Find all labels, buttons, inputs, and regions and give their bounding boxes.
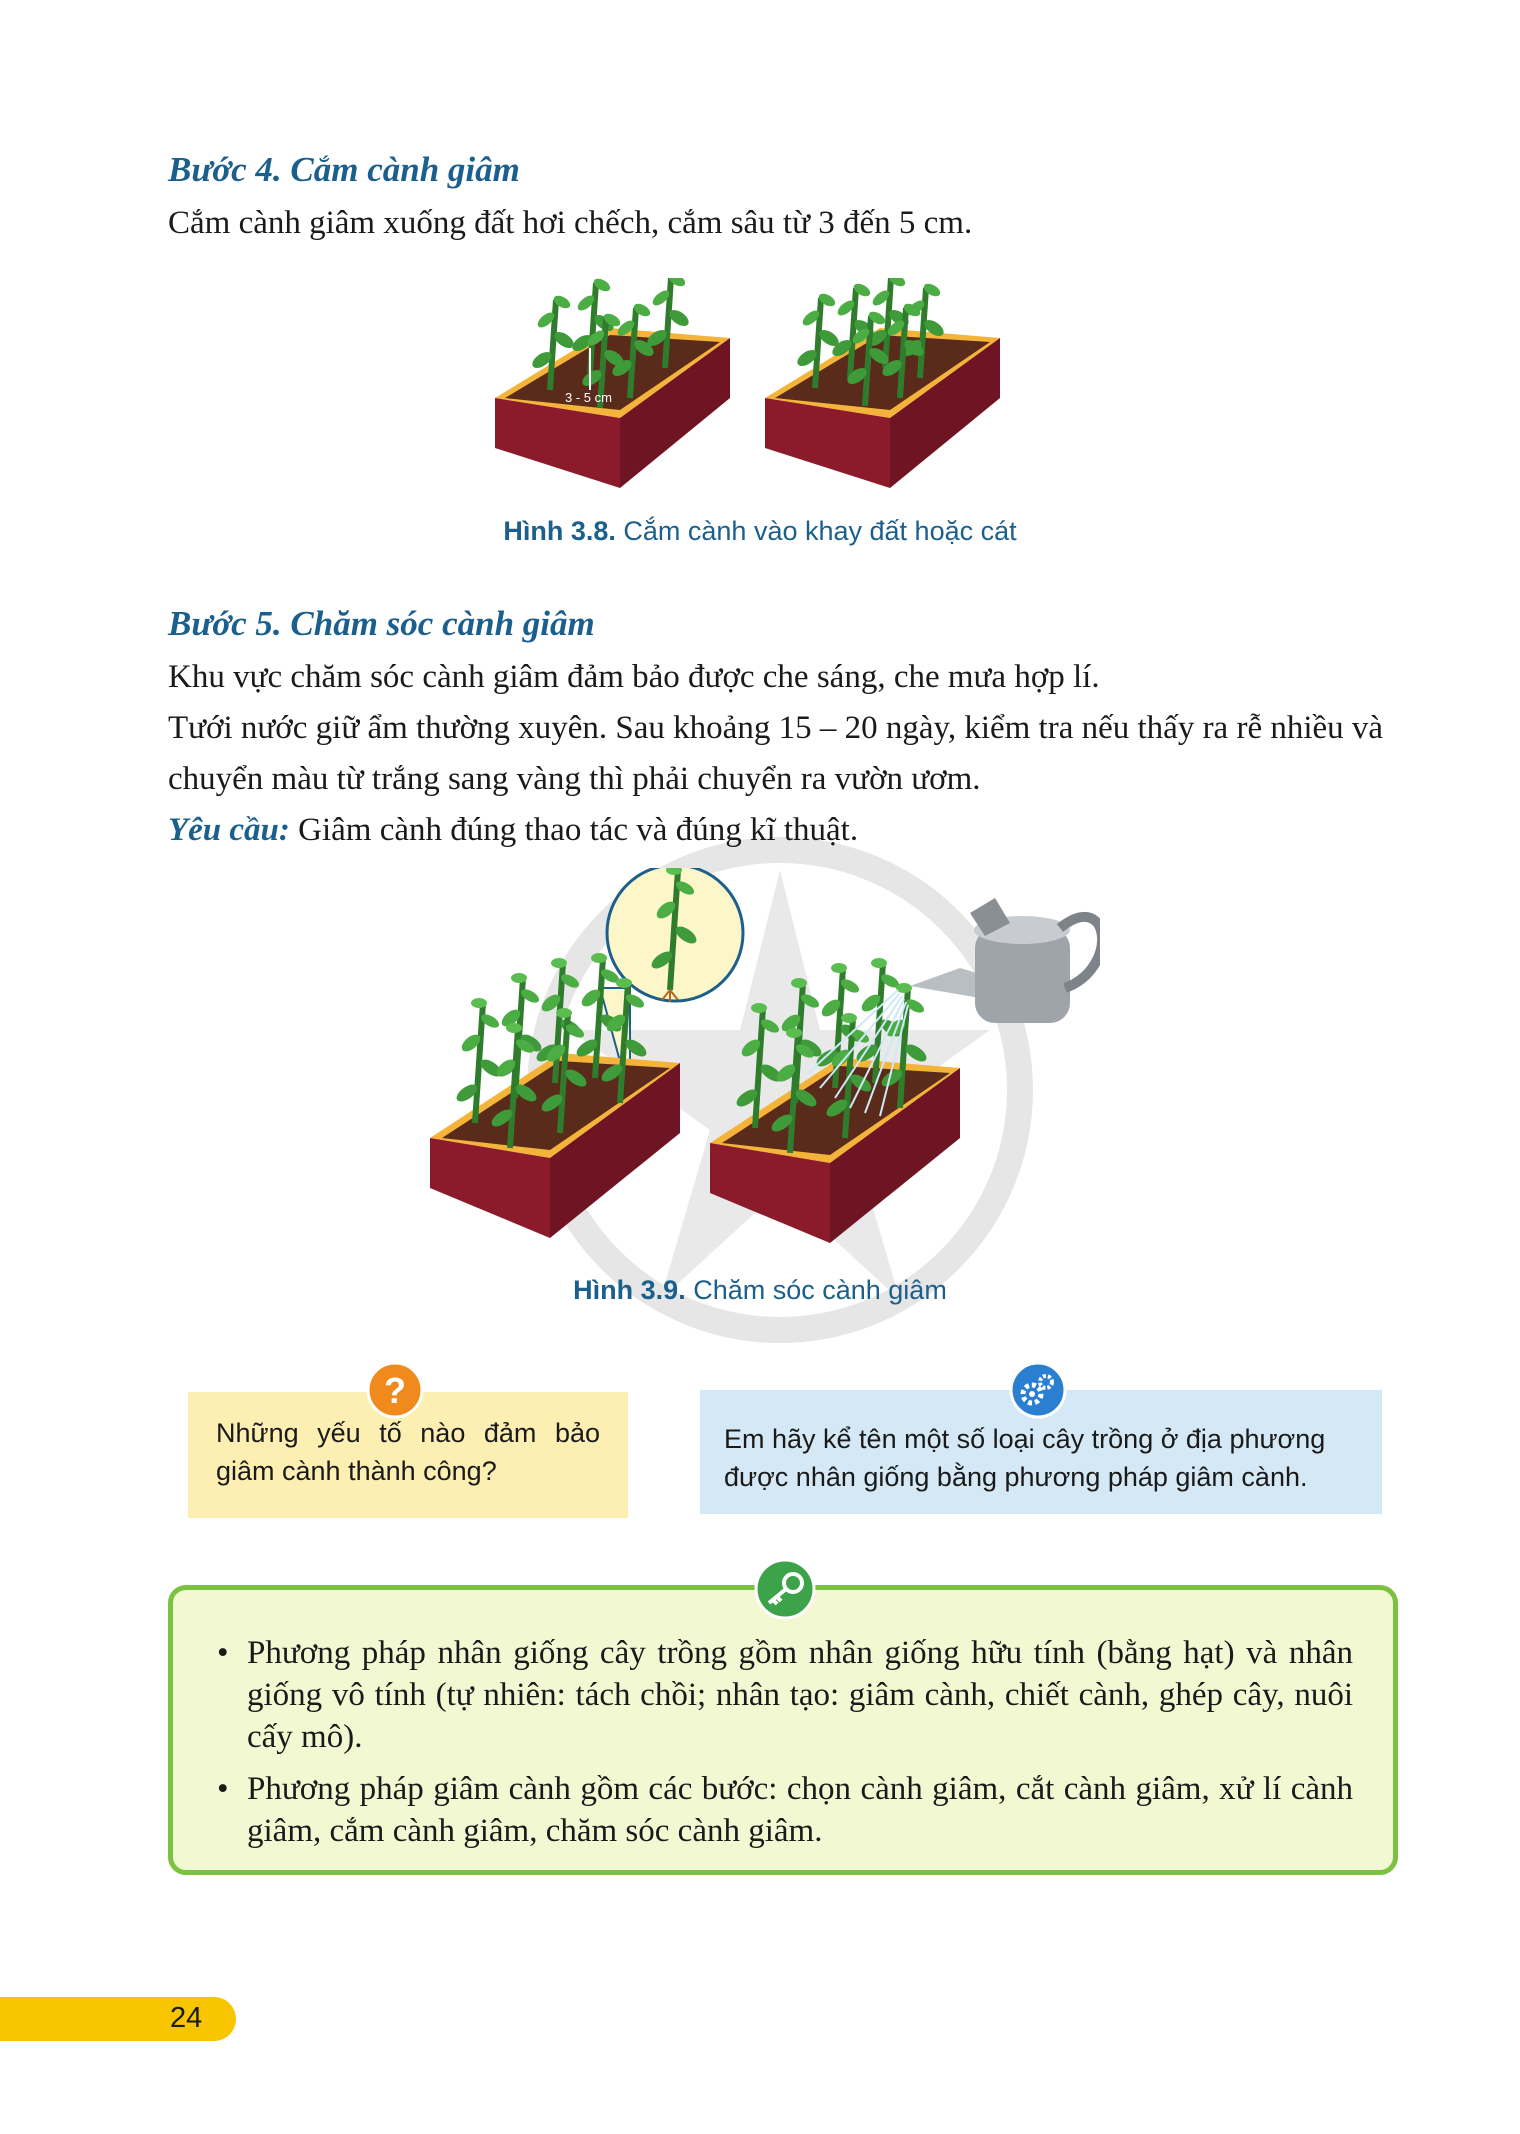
question-text: Những yếu tố nào đảm bảo giâm cành thành công?	[216, 1418, 600, 1486]
depth-label: 3 - 5 cm	[565, 390, 612, 405]
summary-list	[173, 1590, 1393, 1852]
summary-box	[168, 1585, 1398, 1875]
step4-heading: Bước 4. Cắm cành giâm	[168, 150, 520, 189]
step5-text: Khu vực chăm sóc cành giâm đảm bảo được che sáng, che mưa hợp lí. Tưới nước giữ ẩm thường xuyên. Sau khoảng 15 – 20 ngày, kiểm tra nếu thấy ra rễ nhiều và chuyển màu từ trắng sang vàng thì phải chuyển ra vườn ươm. Yêu cầu: Giâm cành đúng thao tác và đúng kĩ thuật.	[168, 659, 1384, 848]
summary-item: • Phương pháp giâm cành gồm các bước: chọn cành giâm, cắt cành giâm, xử lí cành giâm, cắm cành giâm, chăm sóc cành giâm.	[247, 1768, 1353, 1852]
tray-care-left	[430, 953, 680, 1238]
watering-can-icon	[910, 898, 1100, 1023]
figure-3-9-caption: Hình 3.9. Chăm sóc cành giâm	[573, 1275, 947, 1305]
key-icon	[753, 1557, 817, 1621]
figure-3-8	[480, 278, 1020, 498]
question-icon	[365, 1360, 425, 1420]
svg-text:?: ?	[384, 1370, 406, 1411]
page-number: 24	[170, 2002, 203, 2034]
tray-left	[495, 278, 730, 488]
step5-heading: Bước 5. Chăm sóc cành giâm	[168, 604, 595, 643]
gear-icon	[1008, 1360, 1068, 1420]
summary-item: • Phương pháp nhân giống cây trồng gồm nhân giống hữu tính (bằng hạt) và nhân giống vô tính (tự nhiên: tách chồi; nhân tạo: giâm cành, chiết cành, ghép cây, nuôi cấy mô).	[247, 1632, 1353, 1758]
figure-3-8-caption: Hình 3.8. Cắm cành vào khay đất hoặc cát	[503, 516, 1017, 546]
tray-care-right	[710, 958, 960, 1243]
activity-text: Em hãy kể tên một số loại cây trồng ở địa phương được nhân giống bằng phương pháp giâm cành.	[724, 1424, 1326, 1492]
tray-right	[765, 278, 1000, 488]
figure-3-9	[420, 868, 1100, 1268]
step4-text: Cắm cành giâm xuống đất hơi chếch, cắm sâu từ 3 đến 5 cm.	[168, 205, 973, 241]
